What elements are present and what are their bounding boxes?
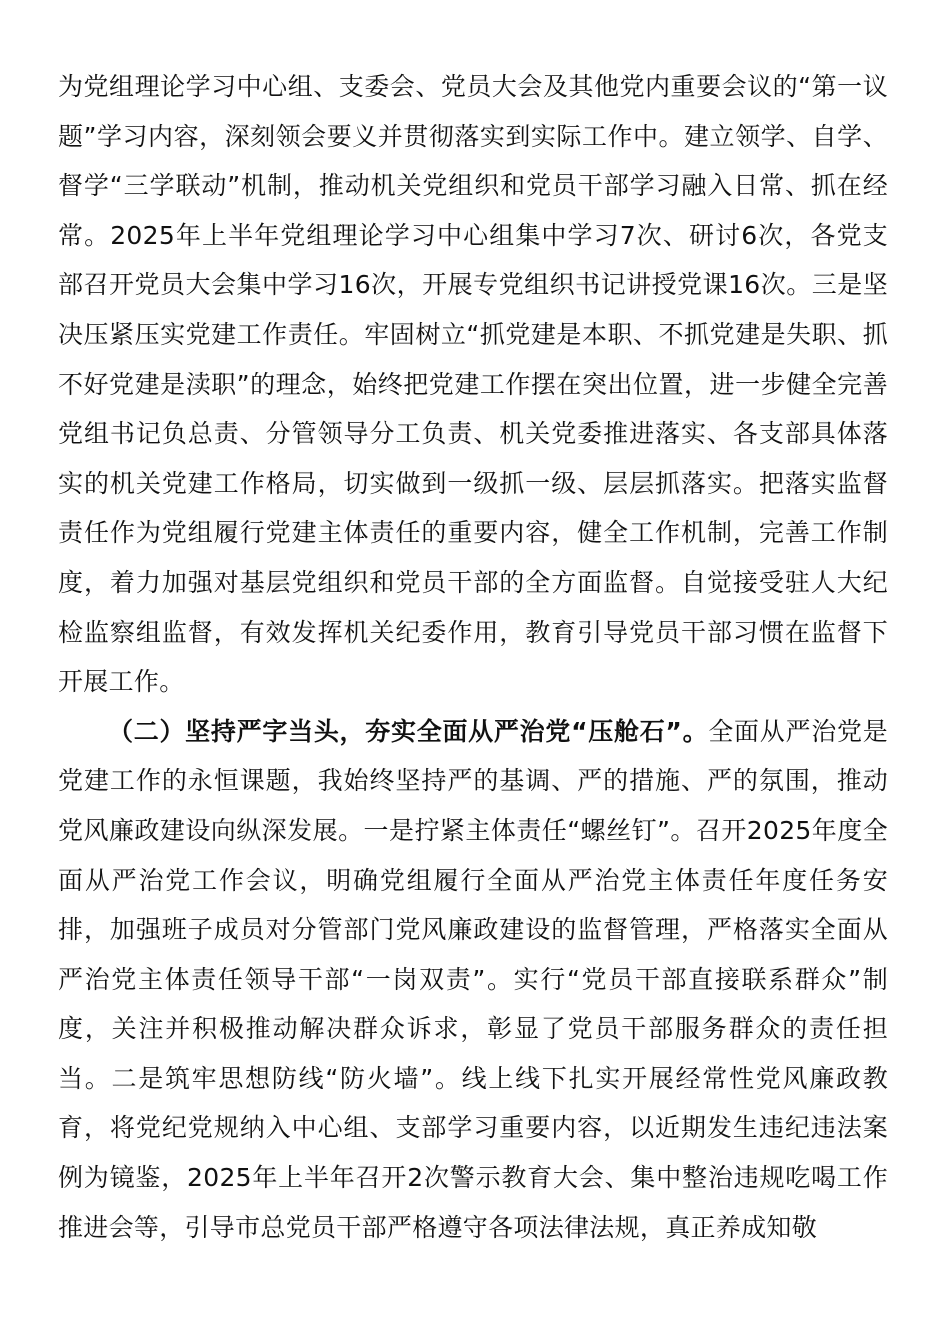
paragraph-2-text: 全面从严治党是党建工作的永恒课题，我始终坚持严的基调、严的措施、严的氛围，推动党风廉政建设向纵深发展。一是拧紧主体责任“螺丝钉”。召开2025年度全面从严治党工作会议，明确党组履行全面从严治党主体责任年度任务安排，加强班子成员对分管部门党风廉政建设的监督管理，严格落实全面从严治党主体责任领导干部“一岗双责”。实行“党员干部直接联系群众”制度，关注并积极推动解决群众诉求，彰显了党员干部服务群众的责任担当。二是筑牢思想防线“防火墙”。线上线下扎实开展经常性党风廉政教育，将党纪党规纳入中心组、支部学习重要内容，以近期发生违纪违法案例为镜鉴，2025年上半年召开2次警示教育大会、集中整治违规吃喝工作推进会等，引导市总党员干部严格遵守各项法律法规，真正养成知敬 [58,716,888,1242]
document-page [58,62,888,1252]
paragraph-1 [58,62,888,707]
section-heading: （二）坚持严字当头，夯实全面从严治党“压舱石”。 [108,716,709,746]
paragraph-1-text: 为党组理论学习中心组、支委会、党员大会及其他党内重要会议的“第一议题”学习内容，深刻领会要义并贯彻落实到实际工作中。建立领学、自学、督学“三学联动”机制，推动机关党组织和党员干部学习融入日常、抓在经常。2025年上半年党组理论学习中心组集中学习7次、研讨6次，各党支部召开党员大会集中学习16次，开展专党组织书记讲授党课16次。三是坚决压紧压实党建工作责任。牢固树立“抓党建是本职、不抓党建是失职、抓不好党建是渎职”的理念，始终把党建工作摆在突出位置，进一步健全完善党组书记负总责、分管领导分工负责、机关党委推进落实、各支部具体落实的机关党建工作格局，切实做到一级抓一级、层层抓落实。把落实监督责任作为党组履行党建主体责任的重要内容，健全工作机制，完善工作制度，着力加强对基层党组织和党员干部的全方面监督。自觉接受驻人大纪检监察组监督，有效发挥机关纪委作用，教育引导党员干部习惯在监督下开展工作。 [58,72,888,697]
paragraph-2 [58,707,888,1253]
